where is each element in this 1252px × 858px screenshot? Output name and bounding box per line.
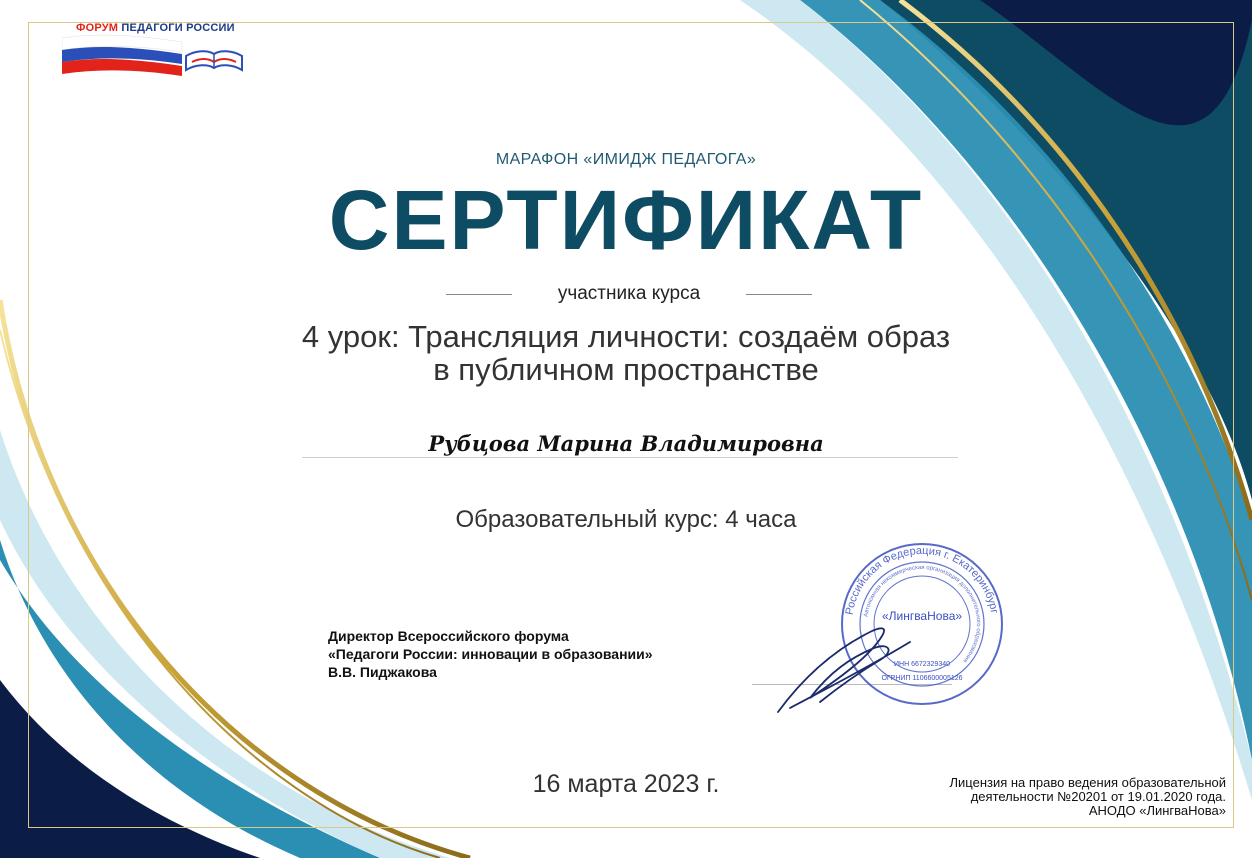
name-underline: [302, 457, 958, 458]
stamp-inner-text: Автономная некоммерческая организация дополнительного образования: [863, 564, 982, 664]
handwritten-signature: [770, 612, 920, 718]
license-line2: деятельности №20201 от 19.01.2020 года.: [970, 789, 1226, 804]
logo-text-red: ФОРУМ: [76, 22, 119, 34]
certificate-subtitle: участника курса: [557, 283, 701, 304]
logo-text: [76, 22, 235, 34]
license-line3: АНОДО «ЛингваНова»: [1088, 803, 1226, 818]
course-hours: Образовательный курс: 4 часа: [455, 506, 797, 533]
director-block: [328, 627, 653, 681]
certificate-title: СЕРТИФИКАТ: [328, 173, 924, 267]
director-name: В.В. Пиджакова: [328, 664, 437, 680]
certificate-frame: [28, 22, 1234, 828]
subtitle-divider-right: [746, 294, 812, 295]
stamp-outer-text: Российская Федерация г. Екатеринбург: [843, 544, 1001, 616]
stamp-inn: ИНН 6672329340: [893, 661, 951, 668]
lesson-title-line2: в публичном пространстве: [433, 352, 819, 387]
director-line2: «Педагоги России: инновации в образовании»: [328, 646, 653, 662]
stamp-ogrn: ОГРНИП 1106600005126: [881, 675, 963, 682]
subtitle-divider-left: [446, 294, 512, 295]
stamp-center-text: «ЛингваНова»: [881, 609, 963, 623]
lesson-title-line1: 4 урок: Трансляция личности: создаём образ: [301, 319, 951, 354]
issue-date: 16 марта 2023 г.: [532, 770, 720, 798]
logo-text-blue: ПЕДАГОГИ РОССИИ: [121, 22, 235, 34]
license-line1: Лицензия на право ведения образовательной: [949, 775, 1226, 790]
forum-logo: [62, 22, 247, 80]
license-info: [886, 776, 1226, 818]
marathon-name: МАРАФОН «ИМИДЖ ПЕДАГОГА»: [495, 151, 757, 168]
subtitle-row: [446, 283, 812, 305]
participant-name: Рубцова Марина Владимировна: [428, 431, 824, 456]
director-line1: Директор Всероссийского форума: [328, 628, 569, 644]
lesson-title: [0, 320, 1252, 386]
